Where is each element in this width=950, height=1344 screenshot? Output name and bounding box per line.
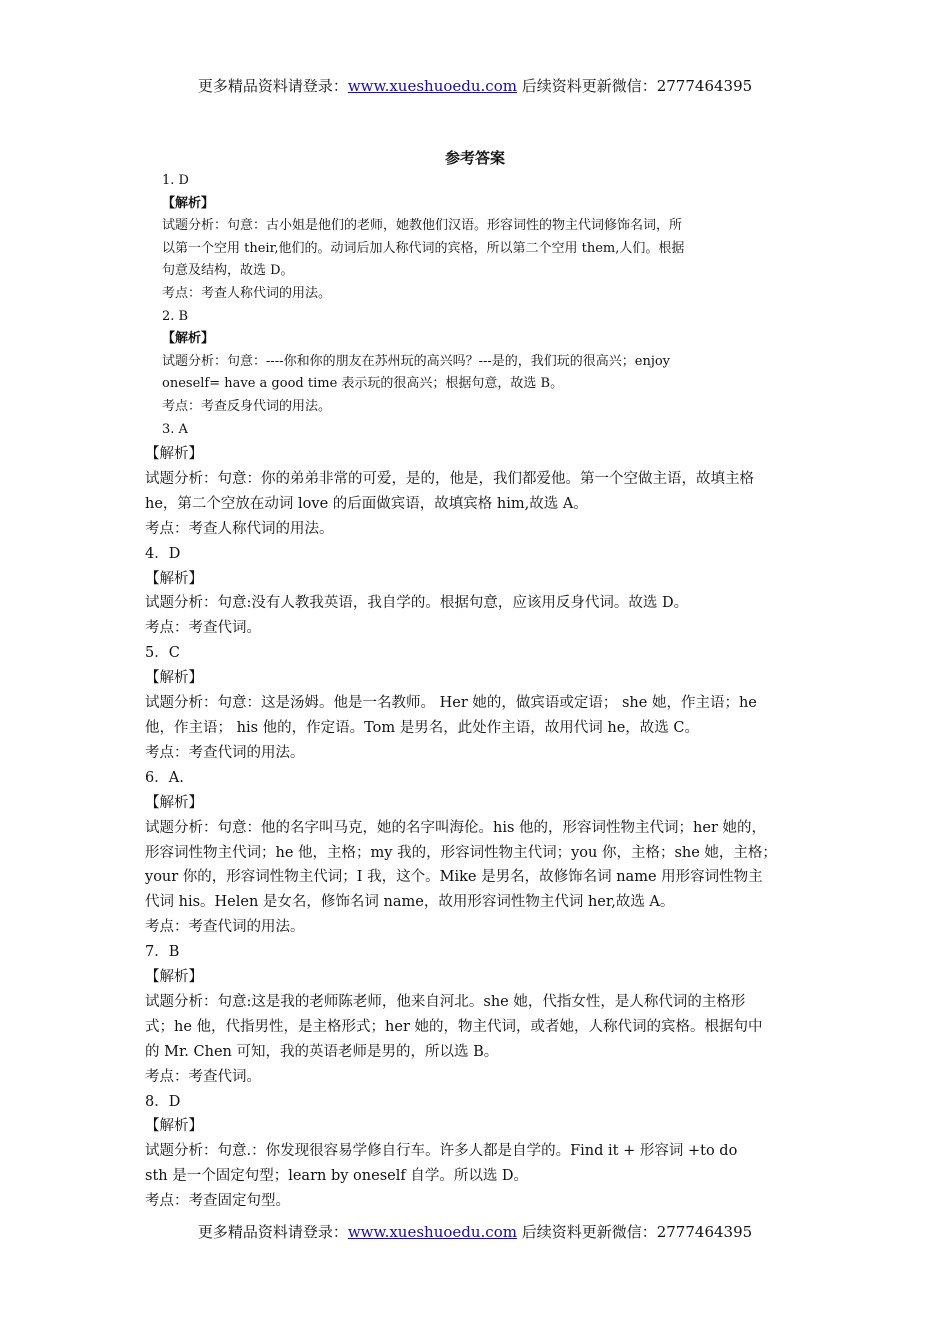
answer-line: oneself= have a good time 表示玩的很高兴；根据句意，故选 B。 bbox=[162, 376, 564, 392]
answer-line: 1. D bbox=[162, 173, 189, 188]
header-link[interactable]: www.xueshuoedu.com bbox=[347, 77, 517, 95]
answer-line: 考点：考查人称代词的用法。 bbox=[145, 520, 334, 537]
answer-line: 他，作主语； his 他的，作定语。Tom 是男名，此处作主语，故用代词 he，故选 C。 bbox=[145, 719, 699, 736]
answer-line: 【解析】 bbox=[145, 446, 203, 462]
answer-line: 的 Mr. Chen 可知，我的英语老师是男的，所以选 B。 bbox=[145, 1043, 499, 1060]
answer-line: 【解析】 bbox=[162, 331, 215, 347]
answer-line: 试题分析：句意:这是我的老师陈老师，他来自河北。she 她，代指女性，是人称代词的主格形 bbox=[145, 993, 746, 1010]
header-prefix: 更多精品资料请登录： bbox=[197, 77, 348, 95]
answer-line: 7．B bbox=[145, 944, 180, 961]
answer-line: 试题分析：句意：古小姐是他们的老师，她教他们汉语。形容词性的物主代词修饰名词，所 bbox=[162, 218, 683, 234]
header-banner bbox=[0, 75, 950, 96]
footer-suffix: 后续资料更新微信：2777464395 bbox=[516, 1223, 753, 1241]
answer-line: 形容词性物主代词；he 他，主格；my 我的，形容词性物主代词；you 你，主格；she 她，主格； bbox=[145, 844, 777, 861]
answer-line: 考点：考查代词。 bbox=[145, 620, 261, 637]
answer-line: 3. A bbox=[162, 421, 188, 437]
answer-line: 考点：考查人称代词的用法。 bbox=[162, 285, 332, 301]
answer-line: 【解析】 bbox=[145, 570, 203, 587]
answer-line: 考点：考查反身代词的用法。 bbox=[162, 398, 332, 414]
answer-block-scanned bbox=[162, 170, 772, 441]
header-suffix: 后续资料更新微信：2777464395 bbox=[516, 77, 753, 95]
answer-line: 式；he 他，代指男性，是主格形式；her 她的，物主代词，或者她，人称代词的宾格。根据句中 bbox=[145, 1018, 763, 1035]
answer-line: 【解析】 bbox=[145, 670, 203, 687]
answer-line: 8．D bbox=[145, 1093, 181, 1110]
answer-line: 6．A. bbox=[145, 769, 184, 786]
answer-line: your 你的，形容词性物主代词；I 我，这个。Mike 是男名，故修饰名词 name 用形容词性物主 bbox=[145, 869, 763, 886]
answer-line: 5．C bbox=[145, 645, 180, 662]
answer-line: 【解析】 bbox=[145, 794, 203, 811]
answer-line: 代词 his。Helen 是女名，修饰名词 name，故用形容词性物主代词 her,故选 A。 bbox=[145, 894, 675, 911]
answer-line: 试题分析：句意.：你发现很容易学修自行车。许多人都是自学的。Find it + 形容词 +to do bbox=[145, 1143, 738, 1160]
answer-line: 【解析】 bbox=[145, 969, 203, 986]
answer-line: he，第二个空放在动词 love 的后面做宾语，故填宾格 him,故选 A。 bbox=[145, 495, 588, 512]
answer-line: 考点：考查代词的用法。 bbox=[145, 744, 305, 761]
answer-line: 试题分析：句意：----你和你的朋友在苏州玩的高兴吗？---是的，我们玩的很高兴；enjoy bbox=[162, 353, 671, 369]
answer-line: 【解析】 bbox=[162, 195, 215, 211]
footer-prefix: 更多精品资料请登录： bbox=[197, 1223, 348, 1241]
answer-line: 试题分析：句意:没有人教我英语，我自学的。根据句意，应该用反身代词。故选 D。 bbox=[145, 595, 689, 612]
footer-banner bbox=[0, 1221, 950, 1242]
answer-line: 试题分析：句意：他的名字叫马克，她的名字叫海伦。his 他的，形容词性物主代词；her 她的， bbox=[145, 819, 766, 836]
answer-line: 以第一个空用 their,他们的。动词后加人称代词的宾格，所以第二个空用 them,人们。根据 bbox=[162, 240, 685, 256]
answer-line: 【解析】 bbox=[145, 1118, 203, 1135]
answer-line: 试题分析：句意：这是汤姆。他是一名教师。 Her 她的，做宾语或定语； she 她，作主语；he bbox=[145, 695, 757, 712]
answer-line: 句意及结构，故选 D。 bbox=[162, 263, 294, 279]
answer-block bbox=[145, 442, 815, 1214]
footer-link[interactable]: www.xueshuoedu.com bbox=[347, 1223, 517, 1241]
page-title: 参考答案 bbox=[444, 149, 505, 167]
answer-line: 考点：考查固定句型。 bbox=[145, 1193, 290, 1210]
answer-line: 考点：考查代词的用法。 bbox=[145, 919, 305, 936]
answer-line: 4．D bbox=[145, 545, 181, 562]
answer-line: 试题分析：句意：你的弟弟非常的可爱，是的，他是，我们都爱他。第一个空做主语，故填主格 bbox=[145, 470, 754, 487]
answer-line: 考点：考查代词。 bbox=[145, 1068, 261, 1085]
answer-line: 2. B bbox=[162, 308, 189, 324]
answer-line: sth 是一个固定句型；learn by oneself 自学。所以选 D。 bbox=[145, 1168, 529, 1185]
